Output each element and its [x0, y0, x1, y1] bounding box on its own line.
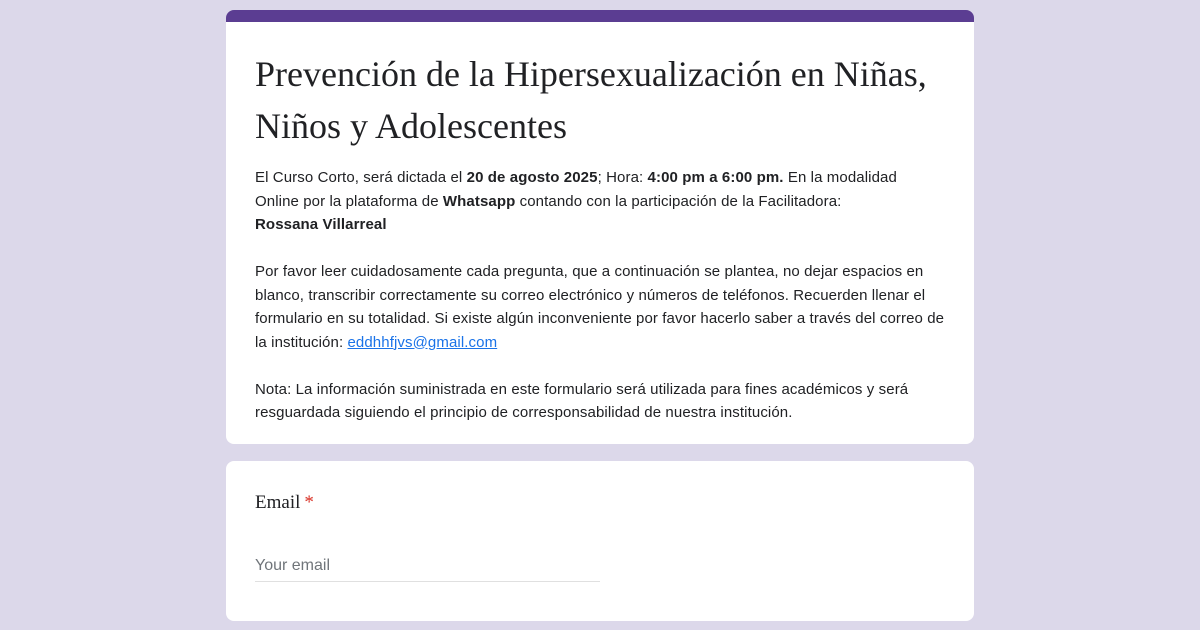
- course-platform: Whatsapp: [442, 192, 516, 210]
- email-question-label: [255, 491, 945, 515]
- form-header-card: [226, 10, 974, 444]
- required-asterisk: *: [304, 492, 314, 513]
- question-title: Email: [255, 492, 301, 513]
- form-description: [255, 166, 945, 425]
- description-text: En la modalidad Online por la plataforma de: [255, 169, 897, 210]
- email-input[interactable]: [255, 557, 600, 582]
- facilitator-name: Rossana Villarreal: [255, 216, 387, 233]
- description-text: ; Hora:: [597, 169, 648, 186]
- instructions-text: Por favor leer cuidadosamente cada pregunta, que a continuación se plantea, no dejar espacios en blanco, transcribir correctamente su correo electrónico y números de teléfonos. Recuerden llenar el formulario en su totalidad. Si existe algún inconveniente por favor hacerlo saber a través del correo de la institución:: [255, 263, 945, 351]
- institution-email-link[interactable]: eddhhfjvs@gmail.com: [347, 333, 498, 351]
- note-text: Nota: La información suministrada en este formulario será utilizada para fines académicos y será resguardada siguiendo el principio de corresponsabilidad de nuestra institución.: [255, 380, 909, 421]
- description-paragraph-course-info: [255, 166, 945, 237]
- form-title: Prevención de la Hipersexualización en Niñas, Niños y Adolescentes: [255, 54, 927, 146]
- description-text: El Curso Corto, será dictada el: [255, 169, 467, 186]
- course-date: 20 de agosto 2025: [466, 169, 598, 186]
- course-time: 4:00 pm a 6:00 pm.: [647, 169, 784, 186]
- description-paragraph-instructions: [255, 260, 945, 354]
- email-question-card: [226, 461, 974, 621]
- description-text: contando con la participación de la Facilitadora:: [515, 192, 842, 210]
- description-paragraph-note: [255, 378, 945, 425]
